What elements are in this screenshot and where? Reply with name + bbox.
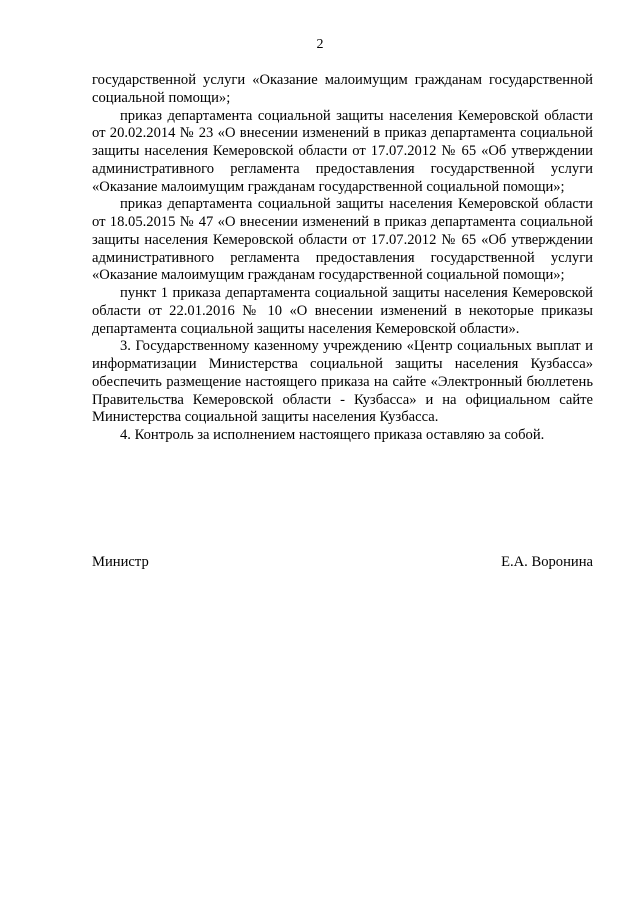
page-number: 2	[316, 37, 324, 52]
document-body	[92, 72, 593, 445]
paragraph-item-4: 4. Контроль за исполнением настоящего приказа оставляю за собой.	[120, 427, 545, 443]
paragraph-order-2016: пункт 1 приказа департамента социальной защиты населения Кемеровской области от 22.01.2016 № 10 «О внесении изменений в некоторые приказы департамента социальной защиты населения Кемеровской области».	[92, 285, 593, 337]
paragraph-continuation: государственной услуги «Оказание малоимущим гражданам государственной социальной помощи»;	[92, 72, 593, 106]
paragraph-item-3: 3. Государственному казенному учреждению «Центр социальных выплат и информатизации Министерства социальной защиты населения Кузбасса» обеспечить размещение настоящего приказа на сайте «Электронный бюллетень Правительства Кемеровской области - Кузбасса» и на официальном сайте Министерства социальной защиты населения Кузбасса.	[92, 338, 593, 426]
signature-title: Министр	[92, 554, 149, 570]
signature-name: Е.А. Воронина	[501, 554, 593, 570]
paragraph-order-2014: приказ департамента социальной защиты населения Кемеровской области от 20.02.2014 № 23 «О внесении изменений в приказ департамента социальной защиты населения Кемеровской области от 17.07.2012 № 65 «Об утверждении административного регламента предоставления государственной услуги «Оказание малоимущим гражданам государственной социальной помощи»;	[92, 107, 593, 195]
paragraph-order-2015: приказ департамента социальной защиты населения Кемеровской области от 18.05.2015 № 47 «О внесении изменений в приказ департамента социальной защиты населения Кемеровской области от 17.07.2012 № 65 «Об утверждении административного регламента предоставления государственной услуги «Оказание малоимущим гражданам государственной социальной помощи»;	[92, 196, 593, 284]
